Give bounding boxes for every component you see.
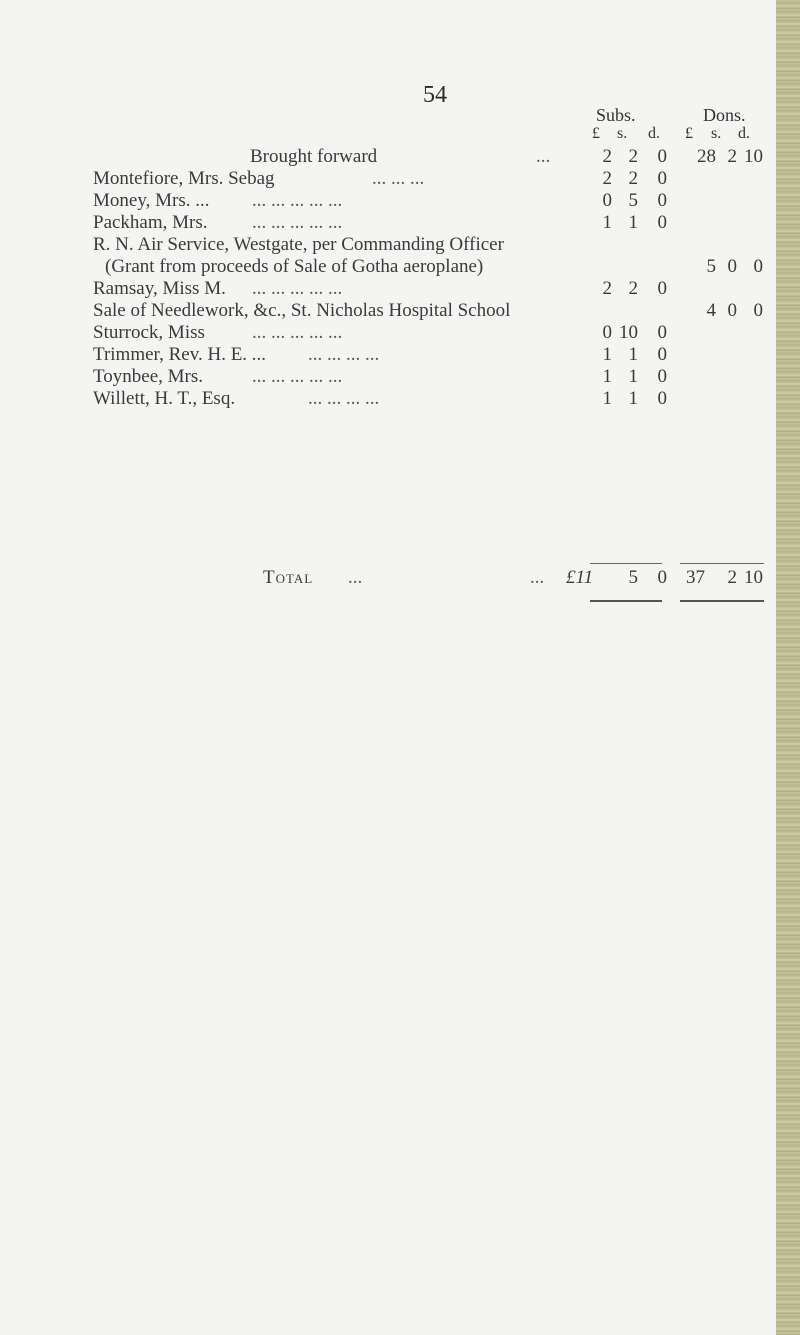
list-item: [0, 366, 800, 388]
subs-pence: 0: [657, 278, 667, 299]
total-label: Total: [263, 567, 314, 588]
list-item: [0, 168, 800, 190]
list-item: [0, 256, 800, 278]
entry-name: Ramsay, Miss M.: [93, 278, 226, 299]
total-dots: ...: [348, 567, 363, 588]
page-edge: [776, 0, 800, 1335]
subs-pounds: 1: [602, 344, 612, 365]
page-number: 54: [423, 82, 447, 108]
list-item: [0, 344, 800, 366]
dons-pence: 10: [744, 146, 763, 167]
dons-pounds: 4: [706, 300, 716, 321]
entry-name: Money, Mrs. ...: [93, 190, 210, 211]
dons-unit-pence: d.: [738, 125, 750, 142]
entry-name: Packham, Mrs.: [93, 212, 208, 233]
subs-unit-shillings: s.: [617, 125, 628, 142]
dons-pence: 0: [753, 300, 763, 321]
entry-dots: ... ... ... ... ...: [252, 322, 343, 343]
total-subs-pounds: £11: [566, 567, 594, 588]
list-item: [0, 300, 800, 322]
total-dons-pence: 10: [744, 567, 763, 588]
entry-dots: ... ... ...: [372, 168, 425, 189]
subs-shillings: 2: [628, 168, 638, 189]
subs-pounds: 2: [602, 278, 612, 299]
subs-header: Subs.: [596, 105, 636, 125]
subs-pounds: 0: [602, 190, 612, 211]
total-subs-pence: 0: [657, 567, 667, 588]
subs-sum-rule-bottom: [590, 600, 662, 602]
list-item: [0, 234, 800, 256]
entry-name: Sturrock, Miss: [93, 322, 205, 343]
dons-shillings: 2: [727, 146, 737, 167]
subs-pence: 0: [657, 322, 667, 343]
entry-dots: ... ... ... ... ...: [252, 190, 343, 211]
dons-unit-pounds: £: [685, 125, 693, 142]
entry-name: Montefiore, Mrs. Sebag: [93, 168, 275, 189]
subs-pence: 0: [657, 212, 667, 233]
dons-shillings: 0: [727, 300, 737, 321]
total-dons-pounds: 37: [686, 567, 705, 588]
subs-pence: 0: [657, 344, 667, 365]
subs-shillings: 10: [619, 322, 638, 343]
entry-dots: ... ... ... ... ...: [252, 366, 343, 387]
subs-pence: 0: [657, 190, 667, 211]
subs-pounds: 2: [602, 168, 612, 189]
list-item: [0, 322, 800, 344]
entry-name: Trimmer, Rev. H. E. ...: [93, 344, 267, 365]
entry-name: Sale of Needlework, &c., St. Nicholas Hospital School: [93, 300, 511, 321]
subs-shillings: 2: [628, 146, 638, 167]
list-item: [0, 212, 800, 234]
entry-dots: ...: [536, 146, 551, 167]
subs-sum-rule-top: [590, 563, 662, 564]
subs-shillings: 1: [628, 344, 638, 365]
subs-pounds: 1: [602, 366, 612, 387]
subs-shillings: 1: [628, 366, 638, 387]
subs-unit-pounds: £: [592, 125, 600, 142]
subs-pence: 0: [657, 168, 667, 189]
dons-unit-shillings: s.: [711, 125, 722, 142]
subs-pounds: 0: [602, 322, 612, 343]
entry-name: Toynbee, Mrs.: [93, 366, 204, 387]
subs-shillings: 1: [628, 212, 638, 233]
entry-name: Willett, H. T., Esq.: [93, 388, 236, 409]
entry-name: R. N. Air Service, Westgate, per Commanding Officer: [93, 234, 504, 255]
dons-pounds: 5: [706, 256, 716, 277]
dons-pence: 0: [753, 256, 763, 277]
dons-header: Dons.: [703, 105, 746, 125]
subs-shillings: 5: [628, 190, 638, 211]
dons-shillings: 0: [727, 256, 737, 277]
entry-dots: ... ... ... ...: [308, 344, 380, 365]
list-item: [0, 278, 800, 300]
list-item: [0, 388, 800, 410]
subs-pence: 0: [657, 388, 667, 409]
subs-unit-pence: d.: [648, 125, 660, 142]
dons-sum-rule-top: [680, 563, 764, 564]
subs-shillings: 1: [628, 388, 638, 409]
entry-dots: ... ... ... ... ...: [252, 278, 343, 299]
subs-pence: 0: [657, 366, 667, 387]
total-dots: ...: [530, 567, 545, 588]
dons-sum-rule-bottom: [680, 600, 764, 602]
subs-pounds: 2: [602, 146, 612, 167]
total-subs-shillings: 5: [628, 567, 638, 588]
entry-dots: ... ... ... ...: [308, 388, 380, 409]
entry-name: Brought forward: [250, 146, 378, 167]
entry-dots: ... ... ... ... ...: [252, 212, 343, 233]
list-item: [0, 190, 800, 212]
list-item: [0, 146, 800, 168]
total-dons-shillings: 2: [727, 567, 737, 588]
subs-pence: 0: [657, 146, 667, 167]
entry-name: (Grant from proceeds of Sale of Gotha aeroplane): [105, 256, 484, 277]
total-row: [0, 567, 800, 591]
subs-shillings: 2: [628, 278, 638, 299]
subs-pounds: 1: [602, 388, 612, 409]
subs-pounds: 1: [602, 212, 612, 233]
dons-pounds: 28: [697, 146, 716, 167]
